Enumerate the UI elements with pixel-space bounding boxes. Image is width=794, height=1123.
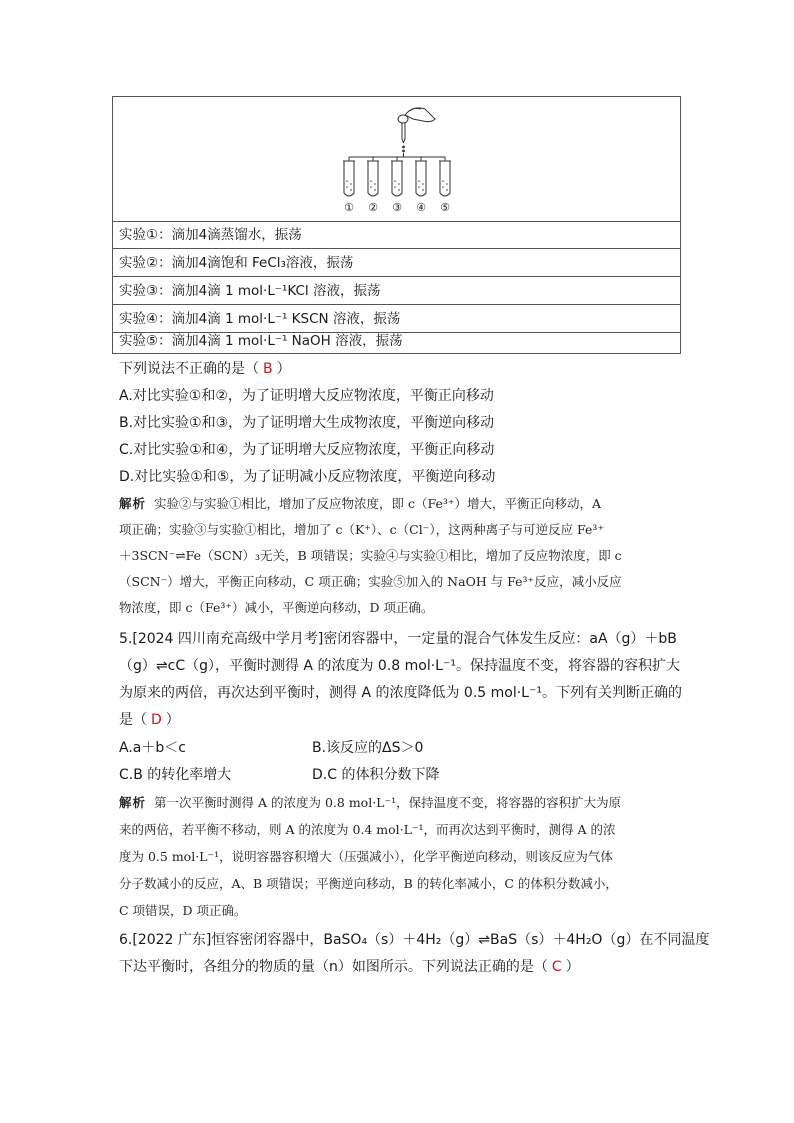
- experiment-row-2: 实验②：滴加4滴饱和 FeCl₃溶液，振荡: [113, 249, 680, 277]
- experiment-row-1: 实验①：滴加4滴蒸馏水，振荡: [113, 221, 680, 249]
- liquid-dot: [398, 183, 400, 185]
- q5-explanation-line-2: 来的两倍，若平衡不移动，则 A 的浓度为 0.4 mol·L⁻¹，而再次达到平衡时，测得 A 的浓: [119, 822, 616, 837]
- test-tube-5: [440, 161, 450, 196]
- test-tubes-illustration: [113, 97, 680, 221]
- hand-dropper-icon: [398, 108, 435, 152]
- liquid-dot: [394, 180, 396, 182]
- q5-stem-line-1: 5.[2024 四川南充高级中学月考]密闭容器中，一定量的混合气体发生反应：aA（g）＋bB: [119, 631, 677, 647]
- q4-stem: [119, 358, 291, 378]
- experiment-row-4: 实验④：滴加4滴 1 mol·L⁻¹ KSCN 溶液，振荡: [113, 305, 680, 333]
- q4-answer: B: [263, 361, 273, 377]
- q5-stem-close: ）: [165, 712, 180, 728]
- q6-stem-close: ）: [565, 959, 580, 975]
- liquid-dot: [398, 189, 400, 191]
- q5-option-c: C.B 的转化率增大: [119, 767, 232, 783]
- liquid-dot: [346, 186, 348, 188]
- q5-explanation-tag: 解析: [119, 795, 147, 810]
- q4-explanation-line-2: 项正确；实验③与实验①相比，增加了 c（K⁺）、c（Cl⁻），这两种离子与可逆反应 Fe³⁺: [119, 522, 605, 537]
- tube-label-1: ①: [344, 201, 354, 214]
- q4-option-b: B.对比实验①和③，为了证明增大生成物浓度，平衡逆向移动: [119, 415, 495, 431]
- q5-option-a: A.a＋b＜c: [119, 740, 186, 756]
- q6-stem-text: 下达平衡时，各组分的物质的量（n）如图所示。下列说法正确的是（: [119, 959, 548, 975]
- q4-explanation-line-5: 物浓度，即 c（Fe³⁺）减小，平衡逆向移动，D 项正确。: [119, 600, 434, 615]
- q5-explanation-text: 第一次平衡时测得 A 的浓度为 0.8 mol·L⁻¹，保持温度不变，将容器的容积扩大为原: [154, 795, 622, 810]
- q5-answer: D: [151, 712, 162, 728]
- liquid-dot: [422, 183, 424, 185]
- q6-answer: C: [551, 959, 562, 975]
- q5-explanation-line-5: C 项错误，D 项正确。: [119, 903, 247, 918]
- q5-stem-line-3: 为原来的两倍，再次达到平衡时，测得 A 的浓度降低为 0.5 mol·L⁻¹。下列有关判断正确的: [119, 685, 682, 701]
- q4-option-d: D.对比实验①和⑤，为了证明减小反应物浓度，平衡逆向移动: [119, 469, 496, 485]
- liquid-dot: [442, 180, 444, 182]
- test-tube-2: [368, 161, 378, 196]
- experiment-row-5: 实验⑤：滴加4滴 1 mol·L⁻¹ NaOH 溶液，振荡: [119, 333, 403, 349]
- liquid-dot: [422, 189, 424, 191]
- tube-label-2: ②: [368, 201, 378, 214]
- q4-explanation-text: 实验②与实验①相比，增加了反应物浓度，即 c（Fe³⁺）增大，平衡正向移动，A: [154, 496, 602, 511]
- liquid-dot: [350, 189, 352, 191]
- test-tube-3: [392, 161, 402, 196]
- q5-explanation-line-1: [119, 793, 621, 811]
- q4-explanation-line-1: [119, 494, 601, 512]
- experiment-row-3: 实验③：滴加4滴 1 mol·L⁻¹KCl 溶液，振荡: [113, 277, 680, 305]
- q4-option-c: C.对比实验①和④，为了证明增大反应物浓度，平衡正向移动: [119, 442, 495, 458]
- q5-explanation-line-3: 度为 0.5 mol·L⁻¹，说明容器容积增大（压强减小），化学平衡逆向移动，则该反应为气体: [119, 849, 613, 864]
- q5-option-b: B.该反应的ΔS＞0: [312, 740, 424, 756]
- liquid-dot: [350, 183, 352, 185]
- liquid-dot: [374, 183, 376, 185]
- tube-label-3: ③: [392, 201, 402, 214]
- q4-stem-text: 下列说法不正确的是（: [119, 361, 259, 377]
- test-tube-4: [416, 161, 426, 196]
- distribution-bracket: [349, 153, 445, 161]
- experiment-table: [112, 96, 681, 354]
- liquid-dot: [374, 189, 376, 191]
- tube-label-5: ⑤: [440, 201, 450, 214]
- q4-stem-close: ）: [276, 361, 291, 377]
- liquid-dot: [346, 180, 348, 182]
- tube-label-4: ④: [416, 201, 426, 214]
- liquid-dot: [418, 186, 420, 188]
- q6-stem-line-1: 6.[2022 广东]恒容密闭容器中，BaSO₄（s）＋4H₂（g）⇌BaS（s）＋4H₂O（g）在不同温度: [119, 932, 710, 948]
- liquid-dot: [446, 189, 448, 191]
- liquid-dot: [370, 180, 372, 182]
- q4-explanation-line-4: （SCN⁻）增大，平衡正向移动，C 项正确；实验⑤加入的 NaOH 与 Fe³⁺反应，减小反应: [119, 574, 622, 589]
- test-tube-1: [344, 161, 354, 196]
- q5-stem-line-4: [119, 709, 180, 729]
- liquid-dot: [394, 186, 396, 188]
- q4-option-a: A.对比实验①和②，为了证明增大反应物浓度，平衡正向移动: [119, 388, 494, 404]
- liquid-dot: [418, 180, 420, 182]
- q6-stem-line-2: [119, 956, 580, 976]
- liquid-dot: [446, 183, 448, 185]
- q4-explanation-tag: 解析: [119, 496, 147, 511]
- q5-stem-text: 是（: [119, 712, 147, 728]
- dropper-test-tubes-figure: [113, 97, 680, 222]
- liquid-dot: [370, 186, 372, 188]
- q5-stem-line-2: （g）⇌cC（g），平衡时测得 A 的浓度为 0.8 mol·L⁻¹。保持温度不变，将容器的容积扩大: [119, 658, 680, 674]
- liquid-dot: [442, 186, 444, 188]
- q5-options-row-1: [119, 737, 519, 757]
- q5-options-row-2: [119, 764, 519, 784]
- q4-explanation-line-3: ＋3SCN⁻⇌Fe（SCN）₃无关，B 项错误；实验④与实验①相比，增加了反应物浓度，即 c: [119, 548, 622, 563]
- q5-option-d: D.C 的体积分数下降: [312, 767, 440, 783]
- q5-explanation-line-4: 分子数减小的反应，A、B 项错误；平衡逆向移动，B 的转化率减小，C 的体积分数减小，: [119, 876, 618, 891]
